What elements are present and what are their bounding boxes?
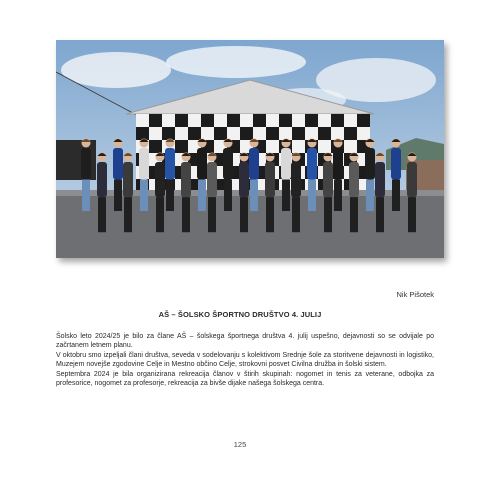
paragraph-1: Šolsko leto 2024/25 je bilo za člane AŠ – šolskega športnega društva 4. julij uspešno, dejavnosti so se odvijale po začrtanem letnem planu. xyxy=(56,333,434,350)
article-body xyxy=(56,332,434,388)
author-name: Nik Pišotek xyxy=(396,290,434,299)
paragraph-3: Septembra 2024 je bila organizirana rekreacija članov v štirih skupinah: nogomet in tenis za veterane, odbojka za profesorice, nogomet za profesorje, rekreacija za bivše dijake našega šolskega centra. xyxy=(56,370,434,388)
group-photo-illustration xyxy=(56,40,444,258)
group-photo xyxy=(56,40,444,258)
page-number: 125 xyxy=(233,440,247,449)
article-heading: AŠ – ŠOLSKO ŠPORTNO DRUŠTVO 4. JULIJ xyxy=(158,310,322,319)
paragraph-2: V oktobru smo izpeljali člani društva, seveda v sodelovanju s kolektivom Srednje šole za storitvene dejavnosti in logistiko, Muzejem novejše zgodovine Celje in Mestno občino Celje, strokovni posvet Civilna družba in šolski sistem. xyxy=(56,351,434,369)
